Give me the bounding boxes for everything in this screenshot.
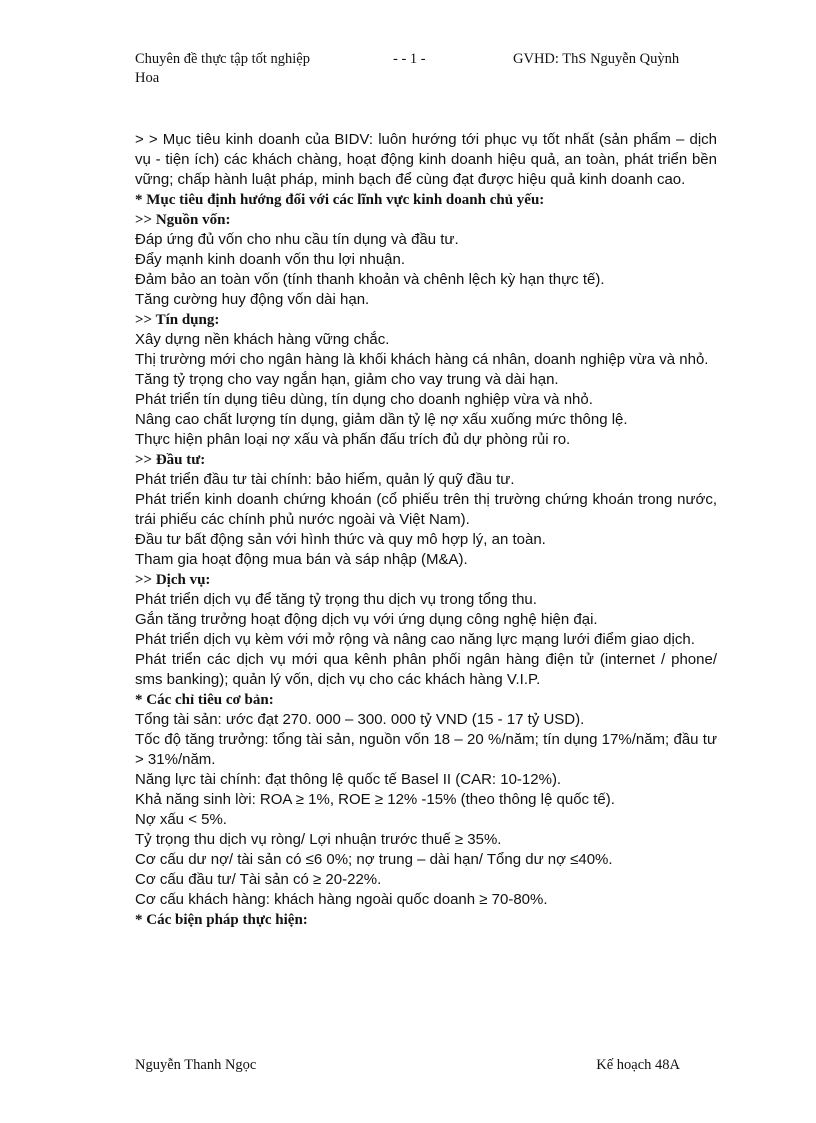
paragraph: Cơ cấu khách hàng: khách hàng ngoài quốc doanh ≥ 70-80%. [135, 891, 548, 908]
section-heading: * Mục tiêu định hướng đối với các lĩnh vực kinh doanh chủ yếu: [135, 192, 545, 208]
paragraph: Đầu tư bất động sản với hình thức và quy mô hợp lý, an toàn. [135, 531, 546, 548]
footer-class: Kế hoạch 48A [596, 1057, 680, 1073]
paragraph: Phát triển đầu tư tài chính: bảo hiểm, quản lý quỹ đầu tư. [135, 471, 515, 488]
paragraph: Tổng tài sản: ước đạt 270. 000 – 300. 000 tỷ VND (15 - 17 tỷ USD). [135, 711, 585, 728]
paragraph: Đảm bảo an toàn vốn (tính thanh khoản và chênh lệch kỳ hạn thực tế). [135, 271, 605, 288]
paragraph: Phát triển dịch vụ để tăng tỷ trọng thu dịch vụ trong tổng thu. [135, 591, 537, 608]
section-heading: >> Dịch vụ: [135, 572, 211, 588]
section-heading: >> Tín dụng: [135, 312, 220, 328]
paragraph: Thực hiện phân loại nợ xấu và phấn đấu trích đủ dự phòng rủi ro. [135, 431, 571, 448]
paragraph: Năng lực tài chính: đạt thông lệ quốc tế Basel II (CAR: 10-12%). [135, 771, 562, 788]
paragraph: Tăng cường huy động vốn dài hạn. [135, 291, 370, 308]
paragraph: Tăng tỷ trọng cho vay ngắn hạn, giảm cho vay trung và dài hạn. [135, 371, 559, 388]
paragraph: > > Mục tiêu kinh doanh của BIDV: luôn hướng tới phục vụ tốt nhất (sản phẩm – dịch vụ - tiện ích) các khách chàng, hoạt động kinh doanh hiệu quả, an toàn, phát triển bền vững; chấp hành luật pháp, minh bạch để cùng đạt được hiệu quả kinh doanh cao. [135, 131, 717, 188]
paragraph: Nâng cao chất lượng tín dụng, giảm dần tỷ lệ nợ xấu xuống mức thông lệ. [135, 411, 628, 428]
paragraph: Đẩy mạnh kinh doanh vốn thu lợi nhuận. [135, 251, 406, 268]
section-heading: * Các chỉ tiêu cơ bản: [135, 692, 274, 708]
paragraph: Xây dựng nền khách hàng vững chắc. [135, 331, 390, 348]
paragraph: Phát triển kinh doanh chứng khoán (cổ phiếu trên thị trường chứng khoán trong nước, trái phiếu các chính phủ nước ngoài và Việt Nam). [135, 491, 717, 528]
paragraph: Cơ cấu dư nợ/ tài sản có ≤6 0%; nợ trung – dài hạn/ Tổng dư nợ ≤40%. [135, 851, 613, 868]
paragraph: Phát triển các dịch vụ mới qua kênh phân phối ngân hàng điện tử (internet / phone/ sms banking); quản lý vốn, dịch vụ cho các khách hàng V.I.P. [135, 651, 717, 688]
footer-author: Nguyễn Thanh Ngọc [135, 1057, 257, 1073]
paragraph: Phát triển tín dụng tiêu dùng, tín dụng cho doanh nghiệp vừa và nhỏ. [135, 391, 593, 408]
section-heading: * Các biện pháp thực hiện: [135, 912, 308, 928]
paragraph: Tỷ trọng thu dịch vụ ròng/ Lợi nhuận trước thuế ≥ 35%. [135, 831, 502, 848]
header-title: Chuyên đề thực tập tốt nghiệp [135, 51, 310, 67]
paragraph: Gắn tăng trưởng hoạt động dịch vụ với ứng dụng công nghệ hiện đại. [135, 611, 598, 628]
section-heading: >> Nguồn vốn: [135, 212, 231, 228]
paragraph: Tham gia hoạt động mua bán và sáp nhập (M&A). [135, 551, 468, 568]
header-page-number: - - 1 - [393, 51, 426, 67]
header-supervisor-wrap: Hoa [135, 70, 160, 86]
section-heading: >> Đầu tư: [135, 452, 206, 468]
paragraph: Tốc độ tăng trưởng: tổng tài sản, nguồn vốn 18 – 20 %/năm; tín dụng 17%/năm; đầu tư > 31%/năm. [135, 731, 717, 768]
paragraph: Thị trường mới cho ngân hàng là khối khách hàng cá nhân, doanh nghiệp vừa và nhỏ. [135, 351, 709, 368]
paragraph: Khả năng sinh lời: ROA ≥ 1%, ROE ≥ 12% -15% (theo thông lệ quốc tế). [135, 791, 615, 808]
paragraph: Nợ xấu < 5%. [135, 811, 227, 828]
paragraph: Cơ cấu đầu tư/ Tài sản có ≥ 20-22%. [135, 871, 382, 888]
document-body [135, 130, 717, 930]
header-supervisor: GVHD: ThS Nguyễn Quỳnh [513, 51, 680, 67]
paragraph: Phát triển dịch vụ kèm với mở rộng và nâng cao năng lực mạng lưới điểm giao dịch. [135, 631, 695, 648]
paragraph: Đáp ứng đủ vốn cho nhu cầu tín dụng và đầu tư. [135, 231, 459, 248]
